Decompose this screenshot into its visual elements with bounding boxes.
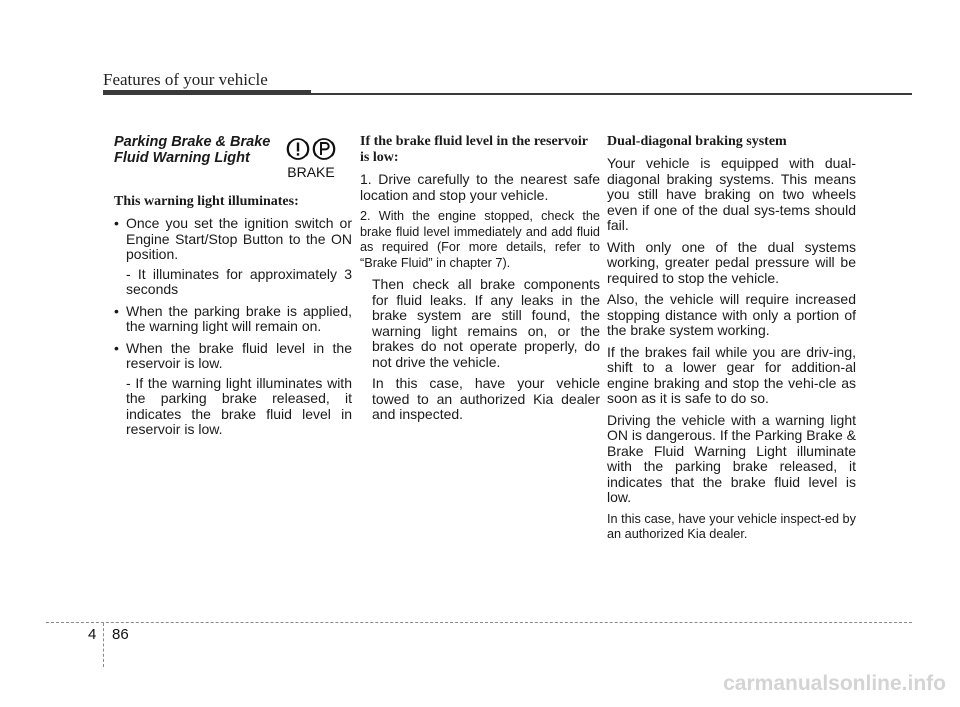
header-rule-thick (103, 90, 311, 95)
paragraph: With only one of the dual systems working, greater pedal pressure will be required to stop the vehicle. (607, 238, 856, 286)
paragraph: In this case, have your vehicle inspect-ed by an authorized Kia dealer. (607, 511, 856, 541)
column-fluid-low (360, 134, 600, 423)
sub-text: - It illuminates for approximately 3 seconds (126, 265, 352, 297)
footer-divider (103, 623, 104, 667)
running-header: Features of your vehicle (103, 70, 268, 89)
sub-text: - If the warning light illuminates with the parking brake released, it indicates the brake fluid level in reservoir is low. (126, 374, 352, 437)
paragraph: In this case, have your vehicle towed to an authorized Kia dealer and inspected. (372, 375, 600, 422)
bullet-item: • Once you set the ignition switch or Engine Start/Stop Button to the ON position. (114, 215, 352, 262)
paragraph: Your vehicle is equipped with dual-diagonal braking systems. This means you still have braking on two wheels even if one of the dual sys-tems should fail. (607, 155, 856, 233)
svg-text:BRAKE: BRAKE (287, 164, 335, 180)
step-2: 2. With the engine stopped, check the brake fluid level immediately and add fluid as required (For more details, refer to “Brake Fluid” in chapter 7). (360, 209, 600, 270)
subhead-illuminates: This warning light illuminates: (114, 194, 299, 209)
paragraph: If the brakes fail while you are driv-ing, shift to a lower gear for addition-al engine braking and stop the vehi-cle as soon as it is safe to do so. (607, 343, 856, 406)
subhead-dual-diagonal: Dual-diagonal braking system (607, 134, 787, 149)
paragraph: Driving the vehicle with a warning light ON is dangerous. If the Parking Brake & Brake Fluid Warning Light illuminate with the parking brake released, it indicates that the brake fluid level is low. (607, 411, 857, 505)
watermark: carmanualsonline.info (723, 672, 946, 695)
sub-item (114, 376, 352, 438)
sub-item (114, 267, 352, 298)
bullet-text: When the parking brake is applied, the warning light will remain on. (126, 302, 352, 334)
bullet-text: When the brake fluid level in the reservoir is low. (126, 339, 352, 371)
brake-warning-icon (281, 135, 341, 181)
subhead-fluid-low: If the brake fluid level in the reservoir is low: (360, 134, 588, 165)
footer-rule (46, 622, 912, 623)
paragraph: Then check all brake components for fluid leaks. If any leaks in the brake system are still found, the warning light remains on, or the brakes do not operate properly, do not drive the vehicle. (372, 276, 600, 370)
section-title: Parking Brake & Brake Fluid Warning Light (114, 134, 271, 166)
header-rule-thin (311, 93, 912, 95)
step-1: 1. Drive carefully to the nearest safe location and stop your vehicle. (360, 171, 600, 203)
column-dual-diagonal (607, 134, 856, 543)
bullet-text: Once you set the ignition switch or Engine Start/Stop Button to the ON position. (126, 215, 352, 262)
bullet-item: • When the brake fluid level in the reservoir is low. (114, 339, 352, 371)
page-number: 86 (112, 626, 129, 643)
chapter-number: 4 (88, 626, 97, 643)
bullet-item: • When the parking brake is applied, the warning light will remain on. (114, 302, 352, 334)
column-warning-light (114, 134, 352, 438)
paragraph: Also, the vehicle will require increased stopping distance with only a portion of the brake system working. (607, 291, 856, 338)
